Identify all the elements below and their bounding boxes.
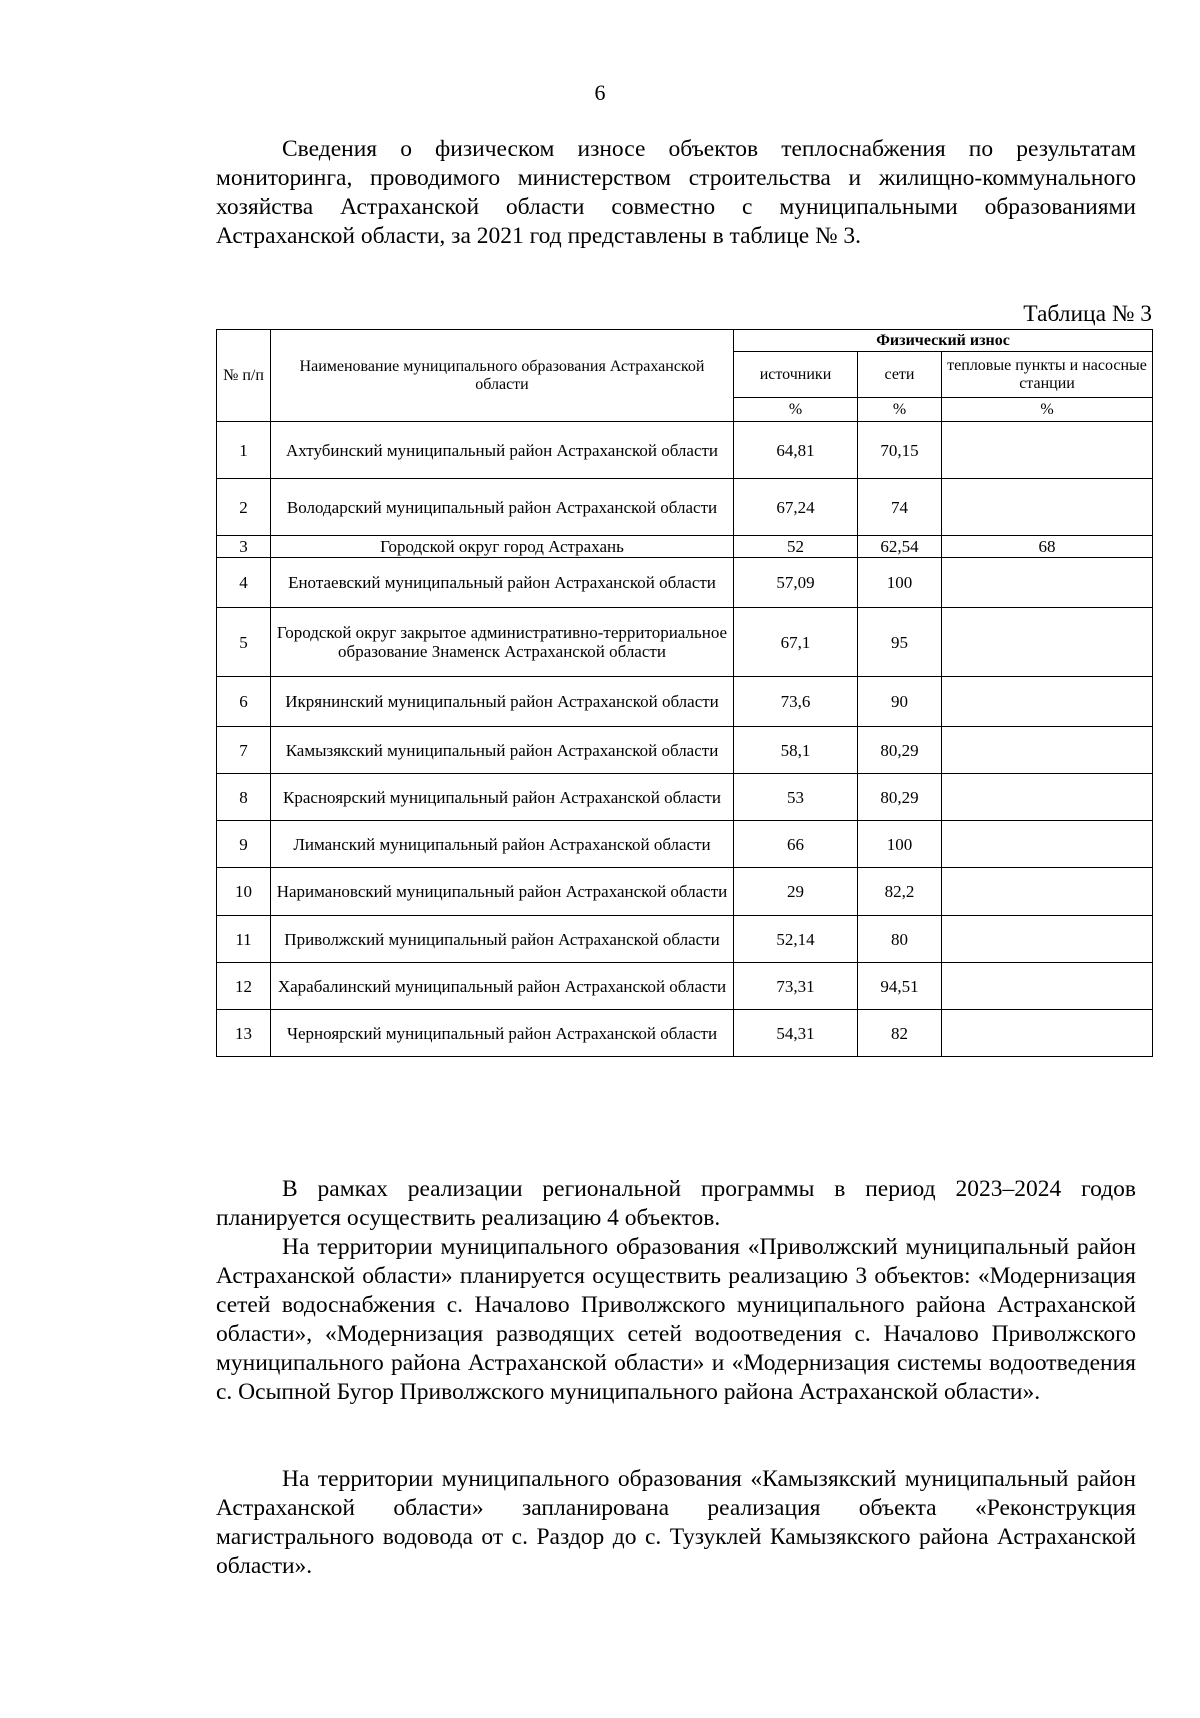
- row-num-cell: 3: [217, 536, 271, 558]
- row-substations-cell: [942, 868, 1153, 916]
- row-name-cell: Красноярский муниципальный район Астраханской области: [271, 774, 734, 821]
- row-num-cell: 11: [217, 916, 271, 963]
- row-sources-cell: 67,1: [734, 608, 858, 677]
- table-row: [217, 963, 1153, 1010]
- table-row: [217, 479, 1153, 536]
- row-sources-cell: 58,1: [734, 727, 858, 774]
- row-name-cell: Харабалинский муниципальный район Астраханской области: [271, 963, 734, 1010]
- row-networks-cell: 95: [858, 608, 942, 677]
- physical-wear-table: [216, 329, 1153, 1057]
- row-substations-cell: [942, 774, 1153, 821]
- row-num-cell: 10: [217, 868, 271, 916]
- row-sources-cell: 54,31: [734, 1010, 858, 1057]
- table-row: [217, 821, 1153, 868]
- row-sources-cell: 73,31: [734, 963, 858, 1010]
- body-paragraph-1: В рамках реализации региональной программы в период 2023–2024 годов планируется осуществить реализацию 4 объектов.: [216, 1176, 1136, 1231]
- row-name-cell: Володарский муниципальный район Астраханской области: [271, 479, 734, 536]
- row-name-cell: Енотаевский муниципальный район Астраханской области: [271, 558, 734, 608]
- row-name-cell: Икрянинский муниципальный район Астраханской области: [271, 677, 734, 727]
- row-substations-cell: [942, 608, 1153, 677]
- row-networks-cell: 100: [858, 558, 942, 608]
- row-networks-cell: 82: [858, 1010, 942, 1057]
- header-substations: тепловые пункты и насосные станции: [942, 352, 1153, 398]
- row-name-cell: Наримановский муниципальный район Астраханской области: [271, 868, 734, 916]
- unit-substations: %: [942, 398, 1153, 422]
- row-substations-cell: [942, 727, 1153, 774]
- row-networks-cell: 80,29: [858, 774, 942, 821]
- intro-paragraph: Сведения о физическом износе объектов теплоснабжения по результатам мониторинга, проводимого министерством строительства и жилищно-коммунального хозяйства Астраханской области совместно с муниципальными образованиями Астраханской области, за 2021 год представлены в таблице № 3.: [216, 136, 1136, 249]
- row-name-cell: Ахтубинский муниципальный район Астраханской области: [271, 422, 734, 479]
- header-sources: источники: [734, 352, 858, 398]
- row-networks-cell: 74: [858, 479, 942, 536]
- row-sources-cell: 57,09: [734, 558, 858, 608]
- row-sources-cell: 66: [734, 821, 858, 868]
- table-body: [217, 422, 1153, 1057]
- row-num-cell: 2: [217, 479, 271, 536]
- row-sources-cell: 67,24: [734, 479, 858, 536]
- row-sources-cell: 73,6: [734, 677, 858, 727]
- table-row: [217, 536, 1153, 558]
- row-num-cell: 13: [217, 1010, 271, 1057]
- row-num-cell: 5: [217, 608, 271, 677]
- row-networks-cell: 82,2: [858, 868, 942, 916]
- table-row: [217, 727, 1153, 774]
- row-networks-cell: 62,54: [858, 536, 942, 558]
- row-networks-cell: 100: [858, 821, 942, 868]
- row-networks-cell: 70,15: [858, 422, 942, 479]
- row-sources-cell: 53: [734, 774, 858, 821]
- row-substations-cell: [942, 479, 1153, 536]
- table-row: [217, 1010, 1153, 1057]
- row-name-cell: Лиманский муниципальный район Астраханской области: [271, 821, 734, 868]
- row-networks-cell: 90: [858, 677, 942, 727]
- unit-sources: %: [734, 398, 858, 422]
- table-header: [217, 330, 1153, 422]
- row-name-cell: Черноярский муниципальный район Астраханской области: [271, 1010, 734, 1057]
- row-networks-cell: 94,51: [858, 963, 942, 1010]
- header-num: № п/п: [217, 330, 271, 422]
- row-name-cell: Приволжский муниципальный район Астраханской области: [271, 916, 734, 963]
- row-num-cell: 6: [217, 677, 271, 727]
- row-sources-cell: 52: [734, 536, 858, 558]
- page-number: 6: [594, 80, 606, 105]
- row-substations-cell: [942, 677, 1153, 727]
- header-networks: сети: [858, 352, 942, 398]
- row-substations-cell: [942, 1010, 1153, 1057]
- row-substations-cell: [942, 963, 1153, 1010]
- row-name-cell: Городской округ закрытое административно-территориальное образование Знаменск Астраханской области: [271, 608, 734, 677]
- row-sources-cell: 52,14: [734, 916, 858, 963]
- row-name-cell: Камызякский муниципальный район Астраханской области: [271, 727, 734, 774]
- row-num-cell: 9: [217, 821, 271, 868]
- table-row: [217, 774, 1153, 821]
- row-networks-cell: 80,29: [858, 727, 942, 774]
- row-num-cell: 4: [217, 558, 271, 608]
- row-num-cell: 8: [217, 774, 271, 821]
- row-num-cell: 12: [217, 963, 271, 1010]
- row-substations-cell: [942, 422, 1153, 479]
- row-networks-cell: 80: [858, 916, 942, 963]
- table-caption: Таблица № 3: [1023, 301, 1152, 327]
- unit-networks: %: [858, 398, 942, 422]
- row-sources-cell: 64,81: [734, 422, 858, 479]
- header-name: Наименование муниципального образования Астраханской области: [271, 330, 734, 422]
- row-name-cell: Городской округ город Астрахань: [271, 536, 734, 558]
- row-num-cell: 7: [217, 727, 271, 774]
- row-substations-cell: [942, 916, 1153, 963]
- row-sources-cell: 29: [734, 868, 858, 916]
- table-row: [217, 608, 1153, 677]
- table-row: [217, 558, 1153, 608]
- body-paragraph-3: На территории муниципального образования «Камызякский муниципальный район Астраханской области» запланирована реализация объекта «Реконструкция магистрального водовода от с. Раздор до с. Тузуклей Камызякского района Астраханской области».: [216, 1466, 1136, 1579]
- row-substations-cell: [942, 821, 1153, 868]
- table-row: [217, 677, 1153, 727]
- table-row: [217, 868, 1153, 916]
- header-physical-wear: Физический износ: [734, 330, 1153, 352]
- table-row: [217, 916, 1153, 963]
- row-num-cell: 1: [217, 422, 271, 479]
- body-paragraph-2: На территории муниципального образования «Приволжский муниципальный район Астраханской области» планируется осуществить реализацию 3 объектов: «Модернизация сетей водоснабжения с. Началово Приволжского муниципального района Астраханской области», «Модернизация разводящих сетей водоотведения с. Началово Приволжского муниципального района Астраханской области» и «Модернизация системы водоотведения с. Осыпной Бугор Приволжского муниципального района Астраханской области».: [216, 1234, 1136, 1405]
- row-substations-cell: [942, 558, 1153, 608]
- table-row: [217, 422, 1153, 479]
- row-substations-cell: 68: [942, 536, 1153, 558]
